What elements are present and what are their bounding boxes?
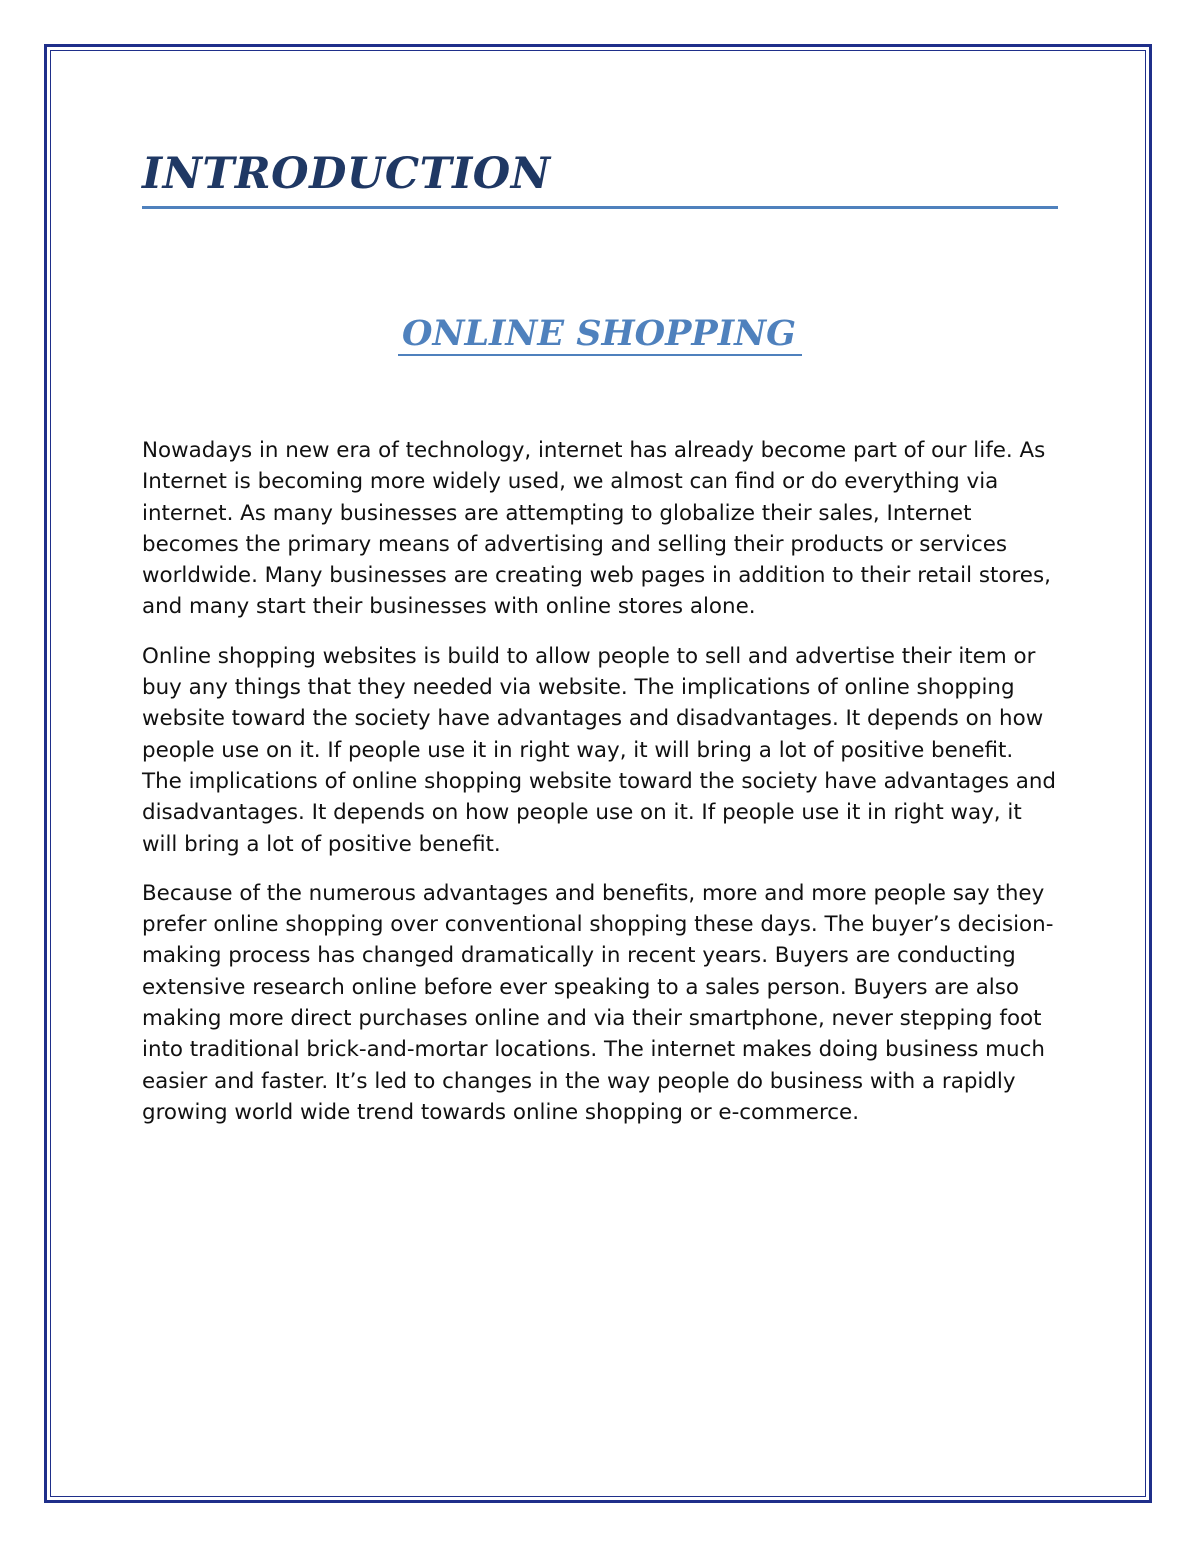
section-subtitle-text: ONLINE SHOPPING (398, 313, 802, 356)
heading-underline-rule (142, 206, 1058, 209)
paragraph-1: Nowadays in new era of technology, internet has already become part of our life. As Internet is becoming more widely used, we almost can find or do everything via internet. As many businesses are attempting to globalize their sales, Internet becomes the primary means of advertising and selling their products or services worldwide. Many businesses are creating web pages in addition to their retail stores, and many start their businesses with online stores alone. (142, 438, 1051, 620)
section-subtitle (142, 310, 1058, 358)
paragraph-3: Because of the numerous advantages and benefits, more and more people say they prefer online shopping over conventional shopping these days. The buyer’s decision-making process has changed dramatically in recent years. Buyers are conducting extensive research online before ever speaking to a sales person. Buyers are also making more direct purchases online and via their smartphone, never stepping foot into traditional brick-and-mortar locations. The internet makes doing business much easier and faster. It’s led to changes in the way people do business with a rapidly growing world wide trend towards online shopping or e-commerce. (142, 880, 1054, 1125)
page-title: INTRODUCTION (142, 149, 551, 199)
paragraph-2: Online shopping websites is build to allow people to sell and advertise their item or buy any things that they needed via website. The implications of online shopping website toward the society have advantages and disadvantages. It depends on how people use on it. If people use it in right way, it will bring a lot of positive benefit. The implications of online shopping website toward the society have advantages and disadvantages. It depends on how people use on it. If people use it in right way, it will bring a lot of positive benefit. (142, 643, 1057, 857)
body-text (142, 435, 1058, 1146)
